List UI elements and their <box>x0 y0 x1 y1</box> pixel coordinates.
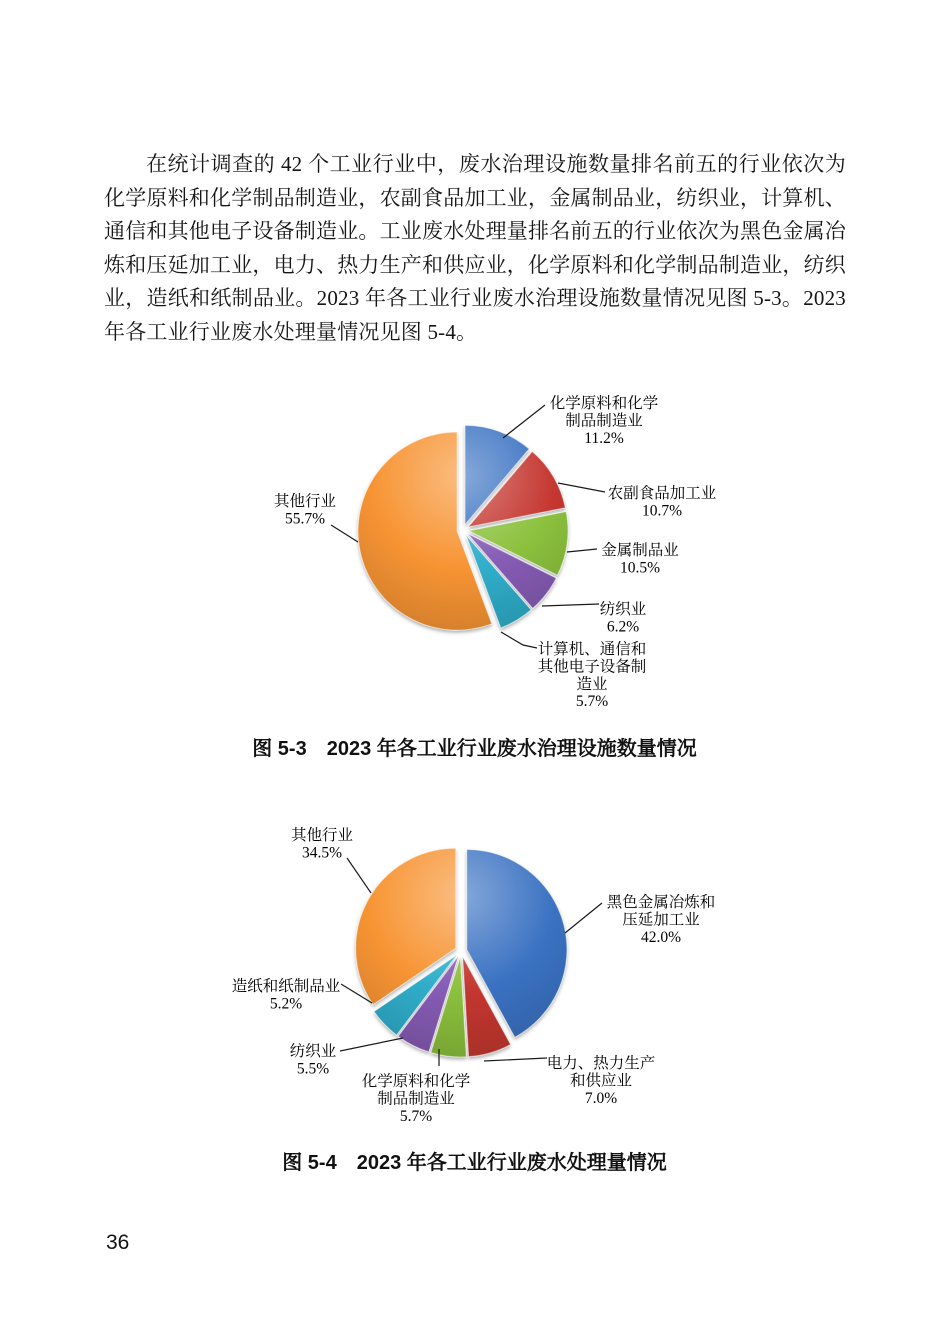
pie-label-1-3: 纺织业 5.5% <box>289 1043 337 1078</box>
body-paragraph: 在统计调查的 42 个工业行业中，废水治理设施数量排名前五的行业依次为化学原料和化学制品制造业，农副食品加工业，金属制品业，纺织业，计算机、通信和其他电子设备制造业。工业废水处理量排名前五的行业依次为黑色金属冶炼和压延加工业，电力、热力生产和供应业，化学原料和化学制品制造业，纺织业，造纸和纸制品业。2023 年各工业行业废水治理设施数量情况见图 5-3。2023 年各工业行业废水处理量情况见图 5-4。 <box>104 152 846 344</box>
page-number: 36 <box>106 1231 130 1254</box>
leader-line-0-0 <box>503 405 545 438</box>
pie-label-0-2: 金属制品业 10.5% <box>601 542 679 577</box>
pie-0 <box>358 425 568 630</box>
pie-label-1-0: 黑色金属冶炼和压延加工业 42.0% <box>606 894 716 946</box>
pie-label-1-1: 电力、热力生产和供应业 7.0% <box>546 1055 656 1107</box>
pie-label-0-0: 化学原料和化学制品制造业 11.2% <box>549 395 659 447</box>
pie-1 <box>356 848 567 1057</box>
leader-line-0-1 <box>558 483 605 492</box>
pie-label-0-3: 纺织业 6.2% <box>599 601 647 636</box>
leader-line-1-0 <box>565 903 602 933</box>
leader-line-0-5 <box>331 525 358 542</box>
figure-5-4-caption: 图 5-4 2023 年各工业行业废水处理量情况 <box>282 1152 667 1174</box>
pie-label-1-5: 其他行业 34.5% <box>290 827 354 862</box>
pie-label-0-5: 其他行业 55.7% <box>273 493 337 528</box>
leader-line-1-3 <box>340 1038 403 1051</box>
pie-label-1-2: 化学原料和化学制品制造业 5.7% <box>361 1073 471 1125</box>
leader-line-0-2 <box>567 549 597 552</box>
pie-label-1-4: 造纸和纸制品业 5.2% <box>231 978 341 1013</box>
leader-line-0-3 <box>542 604 599 606</box>
figure-5-3-caption: 图 5-3 2023 年各工业行业废水治理设施数量情况 <box>252 738 697 760</box>
leader-line-0-4 <box>501 632 537 648</box>
leader-line-1-1 <box>484 1058 547 1061</box>
pie-chart-figure-5-3 <box>0 380 949 760</box>
pie-label-0-1: 农副食品加工业 10.7% <box>607 485 717 520</box>
pie-chart-figure-5-4 <box>0 808 949 1156</box>
pie-label-0-4: 计算机、通信和其他电子设备制造业 5.7% <box>537 641 647 711</box>
leader-line-1-5 <box>347 858 371 893</box>
